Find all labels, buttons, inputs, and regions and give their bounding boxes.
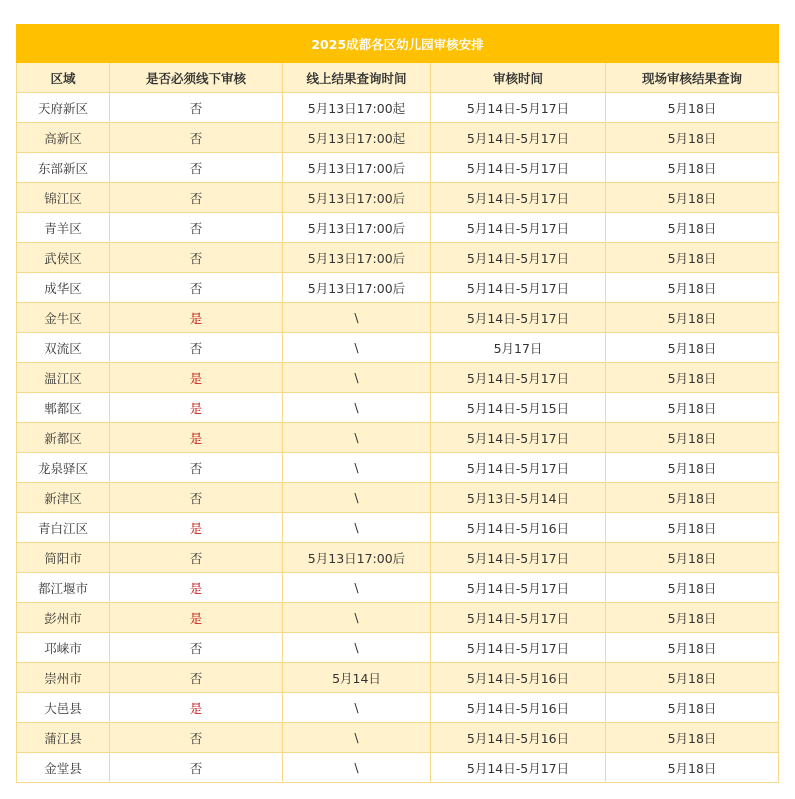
cell-online-query-time: \ <box>283 633 431 663</box>
table-row <box>17 243 779 273</box>
cell-district: 新津区 <box>17 483 110 513</box>
cell-online-query-time: \ <box>283 303 431 333</box>
table-row <box>17 453 779 483</box>
cell-district: 崇州市 <box>17 663 110 693</box>
cell-review-time: 5月14日-5月17日 <box>431 753 606 783</box>
cell-district: 高新区 <box>17 123 110 153</box>
table-row <box>17 573 779 603</box>
cell-review-time: 5月14日-5月17日 <box>431 153 606 183</box>
table-row <box>17 273 779 303</box>
cell-onsite-result-query: 5月18日 <box>606 153 779 183</box>
cell-district: 成华区 <box>17 273 110 303</box>
cell-offline-required: 是 <box>110 393 283 423</box>
table-row <box>17 153 779 183</box>
cell-online-query-time: 5月13日17:00后 <box>283 243 431 273</box>
cell-onsite-result-query: 5月18日 <box>606 603 779 633</box>
table-title: 2025成都各区幼儿园审核安排 <box>17 25 779 63</box>
cell-offline-required: 否 <box>110 483 283 513</box>
table-row <box>17 543 779 573</box>
table-row <box>17 753 779 783</box>
table-row <box>17 363 779 393</box>
table-row <box>17 213 779 243</box>
cell-online-query-time: 5月14日 <box>283 663 431 693</box>
cell-review-time: 5月14日-5月17日 <box>431 123 606 153</box>
cell-onsite-result-query: 5月18日 <box>606 633 779 663</box>
cell-review-time: 5月14日-5月17日 <box>431 423 606 453</box>
cell-onsite-result-query: 5月18日 <box>606 273 779 303</box>
cell-offline-required: 是 <box>110 513 283 543</box>
cell-review-time: 5月13日-5月14日 <box>431 483 606 513</box>
table-body <box>17 93 779 783</box>
review-schedule-table <box>16 24 779 783</box>
cell-offline-required: 否 <box>110 753 283 783</box>
cell-online-query-time: \ <box>283 603 431 633</box>
cell-online-query-time: 5月13日17:00起 <box>283 93 431 123</box>
cell-offline-required: 是 <box>110 303 283 333</box>
cell-district: 锦江区 <box>17 183 110 213</box>
cell-district: 温江区 <box>17 363 110 393</box>
table-row <box>17 693 779 723</box>
cell-onsite-result-query: 5月18日 <box>606 663 779 693</box>
cell-online-query-time: \ <box>283 723 431 753</box>
cell-onsite-result-query: 5月18日 <box>606 93 779 123</box>
cell-review-time: 5月14日-5月17日 <box>431 273 606 303</box>
cell-district: 金堂县 <box>17 753 110 783</box>
cell-review-time: 5月14日-5月17日 <box>431 633 606 663</box>
table-row <box>17 483 779 513</box>
cell-offline-required: 否 <box>110 243 283 273</box>
cell-district: 新都区 <box>17 423 110 453</box>
cell-offline-required: 否 <box>110 93 283 123</box>
cell-onsite-result-query: 5月18日 <box>606 243 779 273</box>
cell-onsite-result-query: 5月18日 <box>606 573 779 603</box>
schedule-table-container <box>16 24 778 783</box>
cell-review-time: 5月14日-5月16日 <box>431 513 606 543</box>
table-row <box>17 333 779 363</box>
header-offline-required: 是否必须线下审核 <box>110 63 283 93</box>
cell-offline-required: 否 <box>110 723 283 753</box>
cell-offline-required: 否 <box>110 213 283 243</box>
cell-offline-required: 否 <box>110 273 283 303</box>
cell-online-query-time: \ <box>283 513 431 543</box>
cell-review-time: 5月14日-5月17日 <box>431 453 606 483</box>
cell-onsite-result-query: 5月18日 <box>606 333 779 363</box>
header-review-time: 审核时间 <box>431 63 606 93</box>
cell-onsite-result-query: 5月18日 <box>606 453 779 483</box>
table-header-row <box>17 63 779 93</box>
cell-review-time: 5月14日-5月17日 <box>431 303 606 333</box>
cell-district: 简阳市 <box>17 543 110 573</box>
cell-district: 武侯区 <box>17 243 110 273</box>
cell-review-time: 5月14日-5月17日 <box>431 243 606 273</box>
table-row <box>17 513 779 543</box>
cell-onsite-result-query: 5月18日 <box>606 753 779 783</box>
cell-district: 东部新区 <box>17 153 110 183</box>
cell-district: 都江堰市 <box>17 573 110 603</box>
cell-review-time: 5月17日 <box>431 333 606 363</box>
cell-offline-required: 是 <box>110 423 283 453</box>
cell-district: 大邑县 <box>17 693 110 723</box>
cell-district: 郫都区 <box>17 393 110 423</box>
table-row <box>17 423 779 453</box>
cell-offline-required: 是 <box>110 573 283 603</box>
cell-review-time: 5月14日-5月16日 <box>431 693 606 723</box>
cell-review-time: 5月14日-5月17日 <box>431 603 606 633</box>
cell-review-time: 5月14日-5月16日 <box>431 723 606 753</box>
cell-offline-required: 是 <box>110 603 283 633</box>
cell-review-time: 5月14日-5月16日 <box>431 663 606 693</box>
cell-review-time: 5月14日-5月17日 <box>431 363 606 393</box>
cell-district: 彭州市 <box>17 603 110 633</box>
cell-review-time: 5月14日-5月17日 <box>431 213 606 243</box>
cell-offline-required: 否 <box>110 183 283 213</box>
cell-offline-required: 否 <box>110 153 283 183</box>
cell-offline-required: 是 <box>110 363 283 393</box>
cell-online-query-time: \ <box>283 573 431 603</box>
cell-offline-required: 否 <box>110 123 283 153</box>
cell-offline-required: 是 <box>110 693 283 723</box>
cell-review-time: 5月14日-5月17日 <box>431 183 606 213</box>
cell-onsite-result-query: 5月18日 <box>606 543 779 573</box>
cell-district: 金牛区 <box>17 303 110 333</box>
cell-online-query-time: \ <box>283 423 431 453</box>
cell-online-query-time: 5月13日17:00后 <box>283 213 431 243</box>
cell-online-query-time: \ <box>283 393 431 423</box>
cell-review-time: 5月14日-5月17日 <box>431 543 606 573</box>
cell-online-query-time: \ <box>283 753 431 783</box>
cell-onsite-result-query: 5月18日 <box>606 423 779 453</box>
cell-district: 蒲江县 <box>17 723 110 753</box>
cell-onsite-result-query: 5月18日 <box>606 363 779 393</box>
cell-onsite-result-query: 5月18日 <box>606 213 779 243</box>
cell-review-time: 5月14日-5月17日 <box>431 573 606 603</box>
cell-district: 天府新区 <box>17 93 110 123</box>
header-online-query-time: 线上结果查询时间 <box>283 63 431 93</box>
table-row <box>17 663 779 693</box>
cell-district: 青羊区 <box>17 213 110 243</box>
cell-onsite-result-query: 5月18日 <box>606 123 779 153</box>
cell-district: 邛崃市 <box>17 633 110 663</box>
cell-review-time: 5月14日-5月17日 <box>431 93 606 123</box>
cell-onsite-result-query: 5月18日 <box>606 393 779 423</box>
cell-online-query-time: \ <box>283 483 431 513</box>
header-district: 区域 <box>17 63 110 93</box>
table-row <box>17 723 779 753</box>
cell-district: 青白江区 <box>17 513 110 543</box>
cell-onsite-result-query: 5月18日 <box>606 513 779 543</box>
cell-online-query-time: 5月13日17:00后 <box>283 543 431 573</box>
table-row <box>17 393 779 423</box>
table-title-row <box>17 25 779 63</box>
cell-online-query-time: \ <box>283 453 431 483</box>
cell-online-query-time: \ <box>283 333 431 363</box>
cell-review-time: 5月14日-5月15日 <box>431 393 606 423</box>
header-onsite-result-query: 现场审核结果查询 <box>606 63 779 93</box>
cell-onsite-result-query: 5月18日 <box>606 723 779 753</box>
table-row <box>17 633 779 663</box>
cell-onsite-result-query: 5月18日 <box>606 183 779 213</box>
table-row <box>17 123 779 153</box>
cell-online-query-time: \ <box>283 363 431 393</box>
cell-online-query-time: 5月13日17:00起 <box>283 123 431 153</box>
cell-onsite-result-query: 5月18日 <box>606 483 779 513</box>
cell-district: 双流区 <box>17 333 110 363</box>
cell-online-query-time: \ <box>283 693 431 723</box>
cell-offline-required: 否 <box>110 633 283 663</box>
cell-offline-required: 否 <box>110 543 283 573</box>
cell-offline-required: 否 <box>110 333 283 363</box>
cell-onsite-result-query: 5月18日 <box>606 693 779 723</box>
cell-online-query-time: 5月13日17:00后 <box>283 183 431 213</box>
table-row <box>17 183 779 213</box>
cell-online-query-time: 5月13日17:00后 <box>283 153 431 183</box>
cell-offline-required: 否 <box>110 453 283 483</box>
cell-district: 龙泉驿区 <box>17 453 110 483</box>
table-row <box>17 93 779 123</box>
cell-online-query-time: 5月13日17:00后 <box>283 273 431 303</box>
cell-onsite-result-query: 5月18日 <box>606 303 779 333</box>
cell-offline-required: 否 <box>110 663 283 693</box>
table-row <box>17 303 779 333</box>
table-row <box>17 603 779 633</box>
